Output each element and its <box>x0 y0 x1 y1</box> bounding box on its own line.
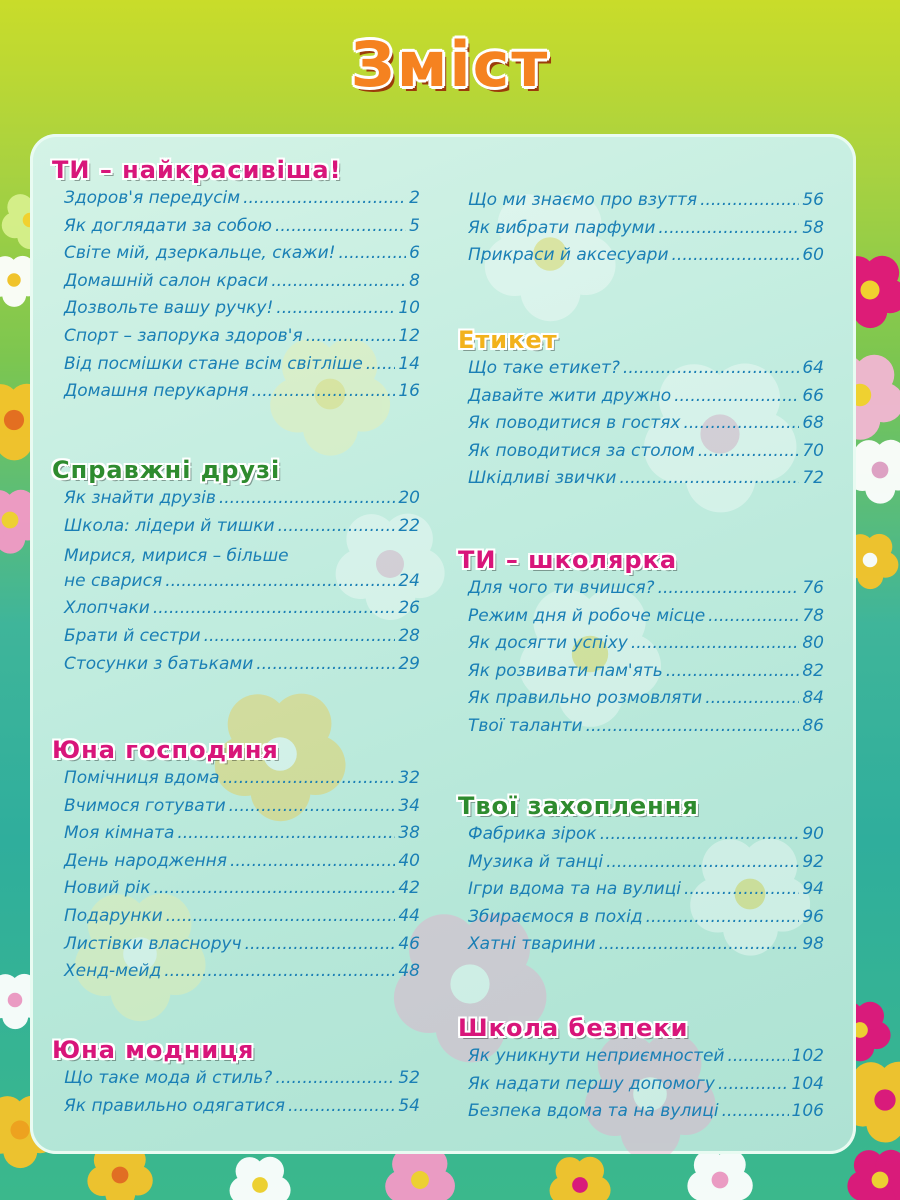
list-item[interactable] <box>64 934 420 962</box>
entry-title: Спорт – запорука здоров'я <box>64 325 303 346</box>
entry-page: 102 <box>791 1046 824 1066</box>
leader-dots <box>230 851 395 871</box>
leader-dots <box>177 823 395 843</box>
entry-title: Що таке етикет? <box>468 358 620 378</box>
entry-title-continued: не сварися <box>64 570 163 591</box>
list-item[interactable] <box>64 543 420 598</box>
leader-dots <box>619 468 799 488</box>
entry-page: 24 <box>398 570 420 591</box>
entry-page: 78 <box>802 605 824 626</box>
flower-icon <box>385 1148 455 1200</box>
entry-title: Фабрика зірок <box>468 824 597 844</box>
list-item[interactable] <box>64 188 420 216</box>
entry-title: Як знайти друзів <box>64 488 216 508</box>
entry-list <box>64 1068 420 1123</box>
section-heading: ТИ – школярка <box>458 546 678 574</box>
leader-dots <box>722 1101 789 1121</box>
entry-page: 32 <box>398 768 420 788</box>
entry-page: 56 <box>802 190 824 210</box>
list-item[interactable] <box>468 578 824 606</box>
list-item[interactable] <box>64 878 420 906</box>
section-heading: Юна господиня <box>52 736 279 764</box>
entry-title: Здоров'я передусім <box>64 188 241 208</box>
entry-title: Шкідливі звички <box>468 468 617 489</box>
entry-title: Подарунки <box>64 905 163 926</box>
leader-dots <box>674 386 799 406</box>
leader-dots <box>229 796 396 816</box>
entry-page: 16 <box>398 381 420 402</box>
list-item[interactable] <box>468 245 824 273</box>
section-housewife <box>52 734 420 989</box>
section-heading: Школа безпеки <box>458 1014 689 1042</box>
entry-page: 10 <box>398 298 420 319</box>
list-item[interactable] <box>64 654 420 682</box>
list-item[interactable] <box>468 386 824 414</box>
contents-panel <box>30 134 856 1154</box>
entry-page: 52 <box>398 1068 420 1088</box>
entry-title: День народження <box>64 850 227 871</box>
entry-title: Моя кімната <box>64 823 175 844</box>
leader-dots <box>256 654 395 674</box>
leader-dots <box>708 606 799 626</box>
entry-title: Як доглядати за собою <box>64 215 272 236</box>
page-title: Зміст <box>350 28 550 101</box>
entry-list <box>468 824 824 962</box>
entry-page: 44 <box>398 905 420 926</box>
entry-title: Збираємося в похід <box>468 906 643 927</box>
leader-dots <box>727 1046 788 1066</box>
entry-title: Що таке мода й стиль? <box>64 1068 273 1088</box>
entry-page: 106 <box>791 1101 824 1122</box>
entry-list <box>64 768 420 989</box>
entry-page: 92 <box>802 851 824 872</box>
entry-title: Стосунки з батьками <box>64 653 254 674</box>
entry-page: 38 <box>398 823 420 844</box>
leader-dots <box>278 516 396 536</box>
list-item[interactable] <box>64 851 420 879</box>
entry-title: Для чого ти вчишся? <box>468 578 655 598</box>
leader-dots <box>658 578 800 598</box>
flower-icon <box>847 1150 900 1200</box>
entry-list <box>468 1046 824 1129</box>
list-item[interactable] <box>468 218 824 246</box>
leader-dots <box>165 571 395 591</box>
list-item[interactable] <box>64 1096 420 1124</box>
list-item[interactable] <box>468 852 824 880</box>
entry-title: Музика й танці <box>468 851 604 872</box>
entry-page: 22 <box>398 515 420 536</box>
list-item[interactable] <box>468 468 824 496</box>
list-item[interactable] <box>468 688 824 716</box>
entry-page: 76 <box>802 578 824 598</box>
entry-page: 54 <box>398 1095 420 1116</box>
entry-page: 34 <box>398 795 420 816</box>
entry-page: 70 <box>802 440 824 461</box>
entry-page: 6 <box>409 243 420 264</box>
leader-dots <box>276 298 395 318</box>
leader-dots <box>586 716 800 736</box>
leader-dots <box>698 441 800 461</box>
section-heading: ТИ – найкрасивіша! <box>52 156 342 184</box>
entry-page: 48 <box>398 961 420 982</box>
section-fashion-continued <box>468 190 824 273</box>
entry-page: 84 <box>802 688 824 709</box>
leader-dots <box>164 961 395 981</box>
entry-page: 96 <box>802 906 824 927</box>
entry-title: Помічниця вдома <box>64 768 220 788</box>
section-heading: Твої захоплення <box>458 792 699 820</box>
entry-title: Як надати першу допомогу <box>468 1073 715 1094</box>
section-schoolgirl <box>458 544 824 744</box>
entry-page: 58 <box>802 217 824 238</box>
leader-dots <box>666 661 800 681</box>
list-item[interactable] <box>64 381 420 409</box>
flower-icon <box>550 1157 611 1200</box>
entry-page: 14 <box>398 353 420 374</box>
leader-dots <box>153 598 396 618</box>
entry-page: 46 <box>398 933 420 954</box>
leader-dots <box>338 243 406 263</box>
entry-page: 68 <box>802 413 824 434</box>
entry-title: Твої таланти <box>468 715 583 736</box>
flower-icon <box>230 1157 291 1200</box>
entry-list <box>64 488 420 681</box>
leader-dots <box>658 218 799 238</box>
entry-page: 5 <box>409 215 420 236</box>
section-hobbies <box>458 790 824 962</box>
list-item[interactable] <box>64 243 420 271</box>
leader-dots <box>606 852 799 872</box>
entry-page: 94 <box>802 879 824 900</box>
entry-title: Як правильно одягатися <box>64 1095 285 1116</box>
flower-icon <box>687 1150 752 1200</box>
list-item[interactable] <box>64 488 420 516</box>
list-item[interactable] <box>64 1068 420 1096</box>
leader-dots <box>243 188 406 208</box>
entry-page: 26 <box>398 598 420 619</box>
leader-dots <box>705 688 799 708</box>
entry-page: 86 <box>802 715 824 736</box>
leader-dots <box>646 907 800 927</box>
entry-title: Як розвивати пам'ять <box>468 660 663 681</box>
entry-page: 2 <box>409 188 420 208</box>
list-item[interactable] <box>468 190 824 218</box>
entry-list <box>468 358 824 496</box>
leader-dots <box>245 934 396 954</box>
entry-title: Безпека вдома та на вулиці <box>468 1101 719 1122</box>
entry-page: 66 <box>802 385 824 406</box>
entry-page: 80 <box>802 633 824 654</box>
entry-list <box>468 190 824 273</box>
section-etiquette <box>458 324 824 496</box>
list-item[interactable] <box>64 354 420 382</box>
leader-dots <box>684 879 799 899</box>
entry-page: 20 <box>398 488 420 508</box>
entry-title: Світе мій, дзеркальце, скажи! <box>64 243 336 264</box>
section-friends <box>52 454 420 681</box>
entry-page: 72 <box>802 468 824 489</box>
list-item[interactable] <box>468 441 824 469</box>
entry-title: Листівки власноруч <box>64 933 242 954</box>
list-item[interactable] <box>468 934 824 962</box>
leader-dots <box>251 381 395 401</box>
list-item[interactable] <box>64 796 420 824</box>
entry-page: 40 <box>398 850 420 871</box>
entry-title: Мирися, мирися – більше <box>64 546 289 567</box>
list-item[interactable] <box>64 326 420 354</box>
leader-dots <box>623 358 799 378</box>
section-fashion <box>52 1034 420 1123</box>
entry-title: Як вибрати парфуми <box>468 217 656 238</box>
leader-dots <box>366 354 396 374</box>
entry-list <box>64 188 420 409</box>
list-item[interactable] <box>64 906 420 934</box>
entry-title: Новий рік <box>64 878 151 899</box>
leader-dots <box>204 626 396 646</box>
leader-dots <box>700 190 799 210</box>
entry-title: Брати й сестри <box>64 625 201 646</box>
list-item[interactable] <box>64 271 420 299</box>
list-item[interactable] <box>468 716 824 744</box>
list-item[interactable] <box>468 661 824 689</box>
leader-dots <box>271 271 406 291</box>
leader-dots <box>683 413 799 433</box>
list-item[interactable] <box>64 598 420 626</box>
list-item[interactable] <box>468 879 824 907</box>
list-item[interactable] <box>468 413 824 441</box>
list-item[interactable] <box>64 961 420 989</box>
leader-dots <box>718 1074 789 1094</box>
entry-page: 98 <box>802 934 824 955</box>
leader-dots <box>275 1068 395 1088</box>
entry-page: 29 <box>398 653 420 674</box>
leader-dots <box>154 878 396 898</box>
list-item[interactable] <box>64 823 420 851</box>
entry-page: 60 <box>802 245 824 266</box>
list-item[interactable] <box>468 1101 824 1129</box>
entry-title: Вчимося готувати <box>64 795 226 816</box>
leader-dots <box>600 824 800 844</box>
leader-dots <box>631 633 799 653</box>
leader-dots <box>223 768 396 788</box>
list-item[interactable] <box>64 216 420 244</box>
leader-dots <box>288 1096 395 1116</box>
leader-dots <box>166 906 396 926</box>
entry-title: Хлопчаки <box>64 598 150 619</box>
entry-page: 28 <box>398 625 420 646</box>
entry-title: Школа: лідери й тишки <box>64 515 275 536</box>
entry-page: 104 <box>791 1073 824 1094</box>
list-item[interactable] <box>64 516 420 544</box>
list-item[interactable] <box>64 626 420 654</box>
entry-title: Що ми знаємо про взуття <box>468 190 698 210</box>
entry-title: Хенд-мейд <box>64 961 162 982</box>
list-item[interactable] <box>468 606 824 634</box>
entry-title: Як правильно розмовляти <box>468 688 703 709</box>
leader-dots <box>599 934 800 954</box>
entry-title: Домашня перукарня <box>64 381 249 402</box>
leader-dots <box>219 488 396 508</box>
section-heading: Юна модниця <box>52 1036 255 1064</box>
entry-title: Хатні тварини <box>468 934 596 955</box>
entry-title: Як поводитися за столом <box>468 440 695 461</box>
entry-page: 42 <box>398 878 420 899</box>
list-item[interactable] <box>468 824 824 852</box>
entry-page: 8 <box>409 270 420 291</box>
leader-dots <box>275 216 406 236</box>
list-item[interactable] <box>468 1046 824 1074</box>
list-item[interactable] <box>468 633 824 661</box>
entry-page: 12 <box>398 325 420 346</box>
entry-list <box>468 578 824 744</box>
entry-page: 64 <box>802 358 824 378</box>
entry-title: Від посмішки стане всім світліше <box>64 353 363 374</box>
section-heading: Справжні друзі <box>52 456 281 484</box>
entry-page: 90 <box>802 824 824 844</box>
list-item[interactable] <box>64 768 420 796</box>
entry-title: Як досягти успіху <box>468 633 628 654</box>
entry-page: 82 <box>802 660 824 681</box>
list-item[interactable] <box>468 907 824 935</box>
entry-title: Давайте жити дружно <box>468 385 672 406</box>
section-beauty <box>52 154 420 409</box>
leader-dots <box>306 326 396 346</box>
entry-title: Домашній салон краси <box>64 270 269 291</box>
entry-title: Як поводитися в гостях <box>468 413 681 434</box>
section-heading: Етикет <box>458 326 558 354</box>
entry-title: Ігри вдома та на вулиці <box>468 879 681 900</box>
section-safety <box>458 1012 824 1129</box>
list-item[interactable] <box>468 358 824 386</box>
entry-title: Дозвольте вашу ручку! <box>64 298 274 319</box>
leader-dots <box>672 245 800 265</box>
list-item[interactable] <box>64 298 420 326</box>
entry-title: Прикраси й аксесуари <box>468 245 669 266</box>
list-item[interactable] <box>468 1074 824 1102</box>
entry-title: Як уникнути неприємностей <box>468 1046 725 1066</box>
entry-title: Режим дня й робоче місце <box>468 605 706 626</box>
